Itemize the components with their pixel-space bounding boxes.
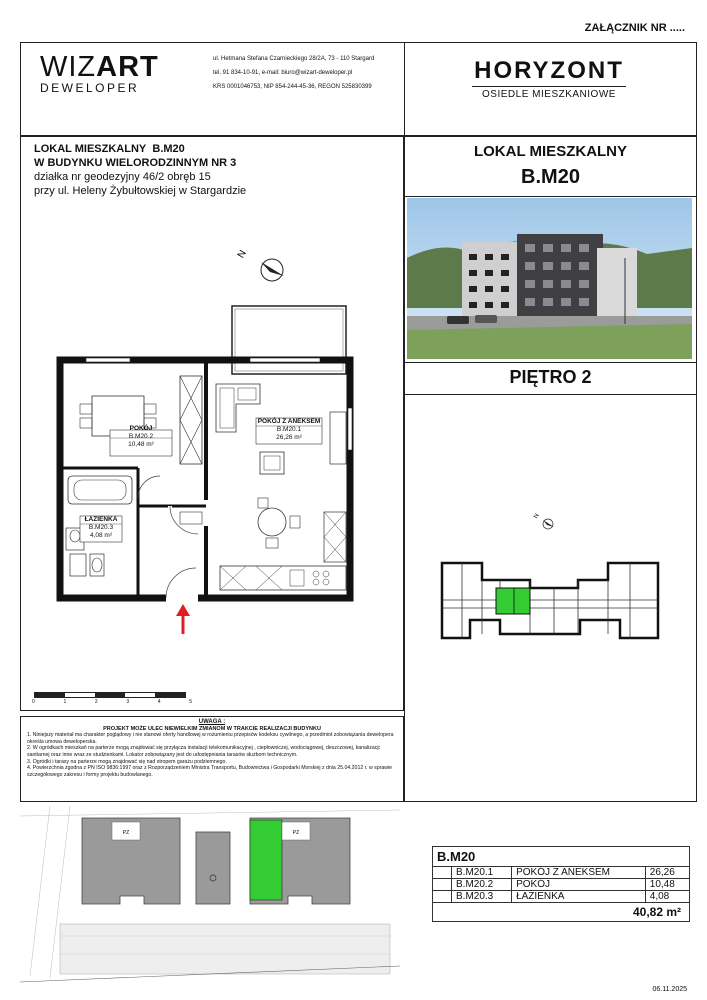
unit-line1-code: B.M20	[152, 143, 185, 155]
summary-table	[432, 846, 690, 922]
developer-registry: KRS 0001046753, NIP 854-244-45-36, REGON 525830399	[213, 84, 372, 90]
row-name: POKÓJ	[512, 879, 646, 891]
building-rendering	[407, 198, 692, 359]
room-code: B.M20.2	[128, 433, 154, 440]
scale-tick: 5	[189, 699, 192, 705]
site-label-pz-1: PZ	[122, 830, 130, 836]
floor-key-plan	[430, 508, 670, 658]
developer-phone-email: tel. 91 834-10-91, e-mail: biuro@wizart-deweloper.pl	[213, 70, 353, 76]
warning-title: UWAGA :	[198, 719, 226, 725]
scale-tick: 1	[63, 699, 67, 705]
room-area: 4,08 m²	[89, 532, 113, 539]
warning-subtitle: PROJEKT MOŻE ULEC NIEWIELKIM ZMIANOM W TRAKCIE REALIZACJI BUDYNKU	[103, 725, 321, 732]
scale-tick: 2	[94, 699, 98, 705]
row-name: ŁAZIENKA	[512, 891, 646, 903]
site-highlight	[250, 820, 282, 900]
unit-highlight	[496, 588, 530, 614]
unit-line4: przy ul. Heleny Żybułtowskiej w Stargardzie	[34, 185, 247, 197]
unit-line2: W BUDYNKU WIELORODZINNYM NR 3	[34, 157, 237, 169]
developer-logo-sub: DEWELOPER	[40, 81, 140, 95]
unit-line1-prefix: LOKAL MIESZKALNY	[34, 143, 147, 155]
room-label-bathroom	[80, 516, 122, 540]
estate-name: HORYZONT	[474, 57, 624, 84]
summary-header: B.M20	[432, 846, 690, 866]
table-row	[433, 867, 690, 879]
scale-tick: 3	[126, 699, 130, 705]
room-name: ŁAZIENKA	[84, 516, 118, 523]
total-area: 40,82 m²	[632, 905, 681, 919]
warning-note-1: 1. Niniejszy materiał ma charakter poglądowy i nie stanowi oferty handlowej w rozumieniu przepisów kodeksu cywilnego, a przedmiot zobowiązania dewelopera określa umowa deweloperska.	[27, 732, 394, 745]
developer-address: ul. Hetmana Stefana Czarnieckiego 28/2A, 73 - 110 Stargard	[213, 56, 375, 62]
site-label-pz-2: PZ	[292, 830, 300, 836]
unit-info	[34, 142, 246, 198]
row-area: 4,08	[645, 891, 689, 903]
unit-line3: działka nr geodezyjny 46/2 obręb 15	[34, 171, 211, 183]
room-name: POKÓJ	[129, 425, 153, 432]
room-area: 10,48 m²	[128, 441, 154, 448]
floor-label: PIĘTRO 2	[509, 367, 592, 387]
document-date: 06.11.2025	[652, 986, 687, 993]
warning-box	[20, 716, 404, 802]
room-code: B.M20.3	[88, 524, 114, 531]
row-code: B.M20.1	[452, 867, 512, 879]
table-row	[433, 891, 690, 903]
room-label-living	[256, 418, 322, 442]
site-plan	[20, 806, 400, 986]
developer-contact	[213, 55, 403, 92]
warning-note-4: 4. Powierzchnia zgodna z PN ISO 9836:1997 oraz z Rozporządzeniem Ministra Transportu, Budownictwa i Gospodarki Morskiej z dnia 25.04.2012 r. w sprawie szczegółowego zakresu i formy projektu budowlanego.	[27, 765, 393, 778]
developer-logo: WIZART DEWELOPER	[40, 51, 159, 95]
room-area: 26,26 m²	[276, 434, 302, 441]
right-title: LOKAL MIESZKALNY	[473, 143, 628, 160]
room-code: B.M20.1	[276, 426, 302, 433]
estate-sub: OSIEDLE MIESZKANIOWE	[482, 89, 616, 100]
warning-note-3: 3. Ogródki i tarasy na parterze mogą znajdować się nad stropem garażu podziemnego.	[27, 758, 227, 765]
row-code: B.M20.2	[452, 879, 512, 891]
svg-text:N: N	[533, 512, 541, 520]
right-code: B.M20	[521, 166, 580, 188]
annex-label: ZAŁĄCZNIK NR .....	[584, 22, 685, 34]
row-area: 26,26	[645, 867, 689, 879]
scale-bar	[34, 692, 194, 706]
row-code: B.M20.3	[452, 891, 512, 903]
room-label-bedroom	[110, 425, 172, 449]
table-row	[433, 879, 690, 891]
room-name: POKÓJ Z ANEKSEM	[257, 418, 321, 425]
row-area: 10,48	[645, 879, 689, 891]
entrance-arrow-icon	[176, 604, 190, 634]
north-arrow-icon	[236, 248, 284, 281]
total-row	[433, 903, 690, 922]
floor-plan	[20, 236, 404, 636]
north-arrow-small-icon	[533, 513, 554, 529]
scale-tick: 0	[32, 699, 35, 705]
estate-logo	[466, 58, 632, 100]
row-name: POKÓJ Z ANEKSEM	[512, 867, 646, 879]
svg-text:N: N	[235, 248, 249, 261]
scale-tick: 4	[157, 699, 161, 705]
warning-note-2: 2. W ogródkach mieszkań na parterze mogą znajdować się przyłącza instalacji telekomunikacyjnej , ciepłowniczej, wodociągowej, deszczowej, kanalizacji sanitarnej oraz inne wraz ze studzienkami. Lokator zobowiązany jest do udostępniania tarasów służbom technicznym.	[27, 745, 380, 758]
